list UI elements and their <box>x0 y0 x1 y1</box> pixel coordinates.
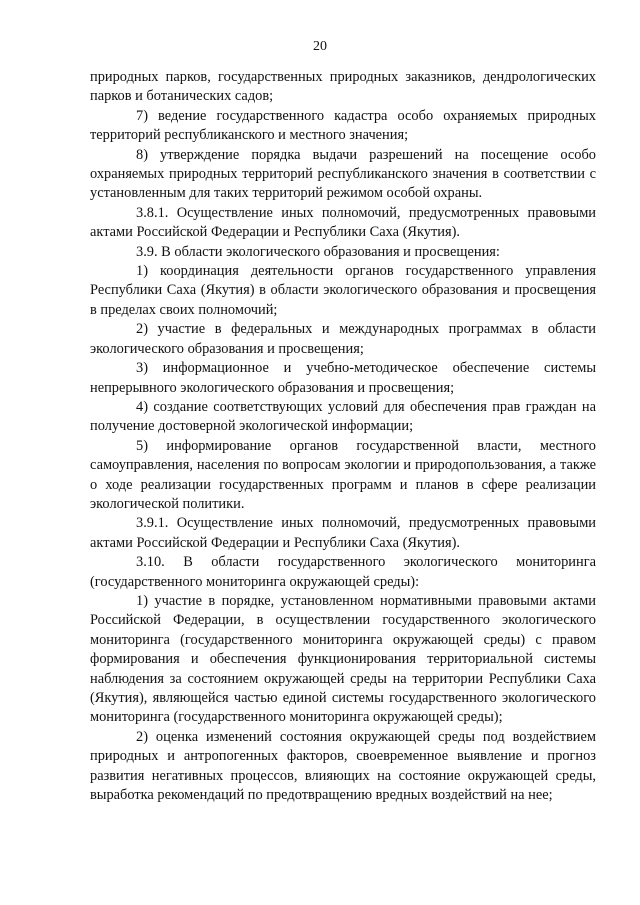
paragraph: 1) участие в порядке, установленном нормативными правовыми актами Российской Федерации, в осуществлении государственного экологического мониторинга (государственного мониторинга окружающей среды) с правом формирования и обеспечения функционирования территориальной системы наблюдения за состоянием окружающей среды на территории Республики Саха (Якутия), являющейся частью единой системы государственного экологического мониторинга (государственного мониторинга окружающей среды); <box>90 592 596 726</box>
page-number: 20 <box>313 39 327 54</box>
paragraph: 2) участие в федеральных и международных программах в области экологического образования и просвещения; <box>90 321 596 357</box>
paragraph: 3.10. В области государственного экологического мониторинга (государственного мониторинга окружающей среды): <box>90 554 596 590</box>
paragraph: 5) информирование органов государственной власти, местного самоуправления, населения по вопросам экологии и природопользования, а также о ходе реализации государственных программ и планов в сфере реализации экологической политики. <box>90 437 596 512</box>
paragraph: 3.8.1. Осуществление иных полномочий, предусмотренных правовыми актами Российской Федерации и Республики Саха (Якутия). <box>90 204 596 241</box>
paragraph: 7) ведение государственного кадастра особо охраняемых природных территорий республиканского и местного значения; <box>90 107 596 144</box>
paragraph: природных парков, государственных природных заказников, дендрологических парков и ботанических садов; <box>90 69 596 105</box>
paragraph: 2) оценка изменений состояния окружающей среды под воздействием природных и антропогенных факторов, своевременное выявление и прогноз развития негативных процессов, влияющих на состояние окружающей среды, выработка рекомендаций по предотвращению вредных воздействий на нее; <box>90 728 596 804</box>
paragraph: 3.9. В области экологического образования и просвещения: <box>136 243 500 260</box>
document-body <box>90 68 596 805</box>
paragraph: 1) координация деятельности органов государственного управления Республики Саха (Якутия) в области экологического образования и просвещения в пределах своих полномочий; <box>90 263 596 318</box>
paragraph: 4) создание соответствующих условий для обеспечения прав граждан на получение достоверной экологической информации; <box>90 398 596 435</box>
paragraph: 3.9.1. Осуществление иных полномочий, предусмотренных правовыми актами Российской Федерации и Республики Саха (Якутия). <box>90 515 596 551</box>
paragraph: 8) утверждение порядка выдачи разрешений на посещение особо охраняемых природных территорий республиканского значения в соответствии с установленным для таких территорий режимом особой охраны. <box>90 146 596 202</box>
paragraph: 3) информационное и учебно-методическое обеспечение системы непрерывного экологического образования и просвещения; <box>90 360 596 396</box>
